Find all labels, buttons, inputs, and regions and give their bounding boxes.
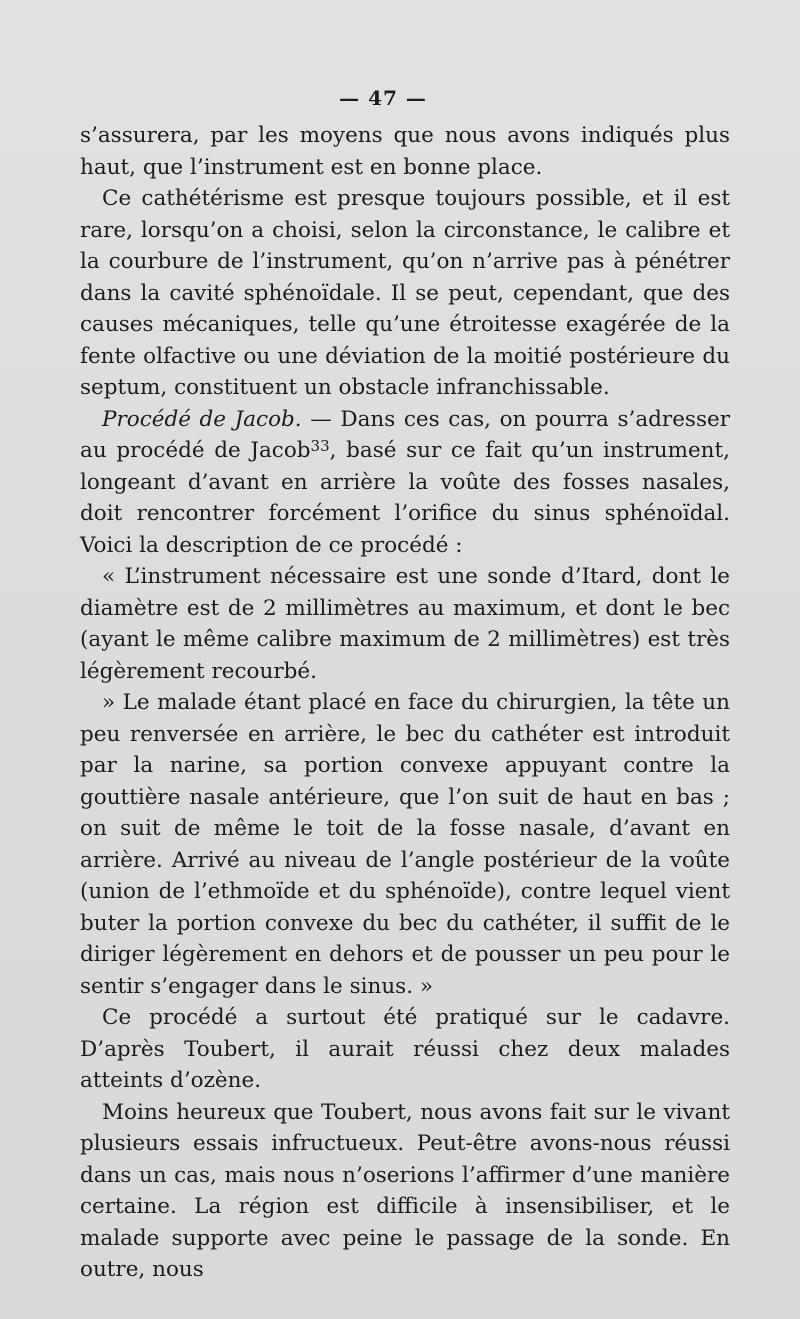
paragraph-jacob-procedure xyxy=(80,404,730,562)
section-heading-jacob: Procédé de Jacob. xyxy=(102,406,302,432)
paragraph-catheterism: Ce cathétérisme est presque toujours possible, et il est rare, lorsqu’on a choisi, selon la circonstance, le calibre et la courbure de l’instrument, qu’on n’arrive pas à pénétrer dans la cavité sphénoïdale. Il se peut, cependant, que des causes mécaniques, telle qu’une étroitesse exagérée de la fente olfactive ou une déviation de la moitié postérieure du septum, constituent un obstacle infranchissable. xyxy=(80,186,730,400)
footnote-reference: 33 xyxy=(310,437,330,455)
jacob-text-after-ref: , basé sur ce fait qu’un instrument, longeant d’avant en arrière la voûte des fosses nasales, doit rencontrer forcément l’orifice du sinus sphénoïdal. Voici la description de ce procédé : xyxy=(80,438,731,558)
page-number: — 47 — xyxy=(339,86,427,110)
jacob-text-before-ref: — Dans ces cas, on pourra s’adresser au procédé de Jacob xyxy=(80,406,730,463)
paragraph-continuation: s’assurera, par les moyens que nous avons indiqués plus haut, que l’instrument est en bonne place. xyxy=(80,123,730,180)
body-text xyxy=(80,120,730,1286)
paragraph-own-attempts: Moins heureux que Toubert, nous avons fait sur le vivant plusieurs essais infructueux. Peut-être avons-nous réussi dans un cas, mais nous n’oserions l’affirmer d’une manière certaine. La région est difficile à insensibiliser, et le malade supporte avec peine le passage de la sonde. En outre, nous xyxy=(80,1099,730,1282)
paragraph-quote-instrument: « L’instrument nécessaire est une sonde d’Itard, dont le diamètre est de 2 millimètres au maximum, et dont le bec (ayant le même calibre maximum de 2 millimètres) est très légèrement recourbé. xyxy=(80,564,730,684)
paragraph-toubert: Ce procédé a surtout été pratiqué sur le cadavre. D’après Toubert, il aurait réussi chez deux malades atteints d’ozène. xyxy=(80,1005,730,1093)
paragraph-quote-technique: » Le malade étant placé en face du chirurgien, la tête un peu renversée en arrière, le bec du cathéter est introduit par la narine, sa portion convexe appuyant contre la gouttière nasale antérieure, que l’on suit de haut en bas ; on suit de même le toit de la fosse nasale, d’avant en arrière. Arrivé au niveau de l’angle postérieur de la voûte (union de l’ethmoïde et du sphénoïde), contre lequel vient buter la portion convexe du bec du cathéter, il suffit de le diriger légèrement en dehors et de pousser un peu pour le sentir s’engager dans le sinus. » xyxy=(80,690,730,999)
